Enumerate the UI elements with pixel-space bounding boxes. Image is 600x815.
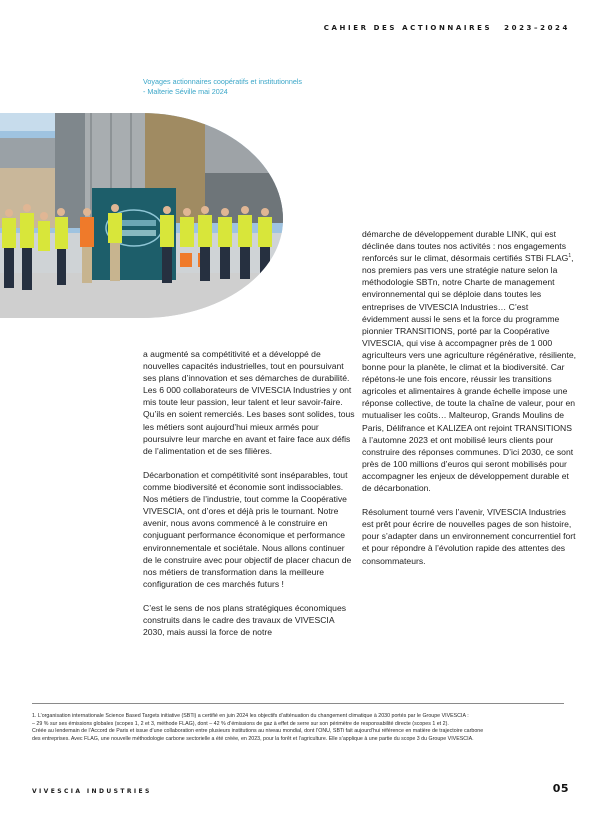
right-paragraph-1-part-b: , nos premiers pas vers une stratégie nature selon la méthodologie SBTn, notre Charte de management environnemental qui se déploie dans toutes les entreprises de VIVESCIA Industries… C’est évidemment aussi le sens et la force du programme pionnier TRANSITIONS, porté par la Coopérative VIVESCIA, qui vise à accompagner près de 1 000 agriculteurs vers une agriculture régénérative, résiliente, bonne pour la planète, le climat et la biodiversité. Car répétons-le une fois encore, réussir les transitions agricoles et alimentaires à grande échelle impose une réponse collective, de toute la chaîne de valeur, pour en mutualiser les coûts… Malteurop, Grands Moulins de Paris, Délifrance et KALIZEA ont rejoint TRANSITIONS à l’automne 2023 et ont mobilisé leurs clients pour construire des réponses communes. D’ici 2030, ce sont près de 100 millions d’euros qui seront mobilisés pour accompagner les enjeux de développement durable et de décarbonation. bbox=[362, 253, 576, 493]
header-years: 2023–2024 bbox=[504, 24, 570, 32]
footnote-reference[interactable]: 1 bbox=[568, 253, 572, 260]
footnote-line-1: 1. L’organisation internationale Science Based Targets initiative (SBTi) a certifié en juin 2024 les objectifs d’atténuation du changement climatique à 2030 portés par le Groupe VIVESCIA : bbox=[32, 713, 469, 719]
right-text-column bbox=[362, 228, 576, 567]
document-header bbox=[324, 24, 570, 32]
left-paragraph-2: Décarbonation et compétitivité sont inséparables, tout comme biodiversité et économie sont indissociables. Nos métiers de l’industrie, tout comme la Coopérative VIVESCIA, ont d’ores et déjà pris le tournant. Notre avenir, nous avons commencé à le construire en conjuguant performance économique et performance environnementale et sociétale. Nous allons continuer de le construire avec pour objectif de placer chacun de nos métiers de transformation dans la meilleure configuration de ces marchés futurs ! bbox=[143, 469, 352, 589]
footnote-divider bbox=[32, 703, 564, 704]
right-paragraph-1 bbox=[362, 228, 576, 494]
group-photo bbox=[0, 113, 283, 318]
left-paragraph-1: a augmenté sa compétitivité et a développé de nouvelles capacités industrielles, tout en poursuivant ses plans d’innovation et ses démarches de durabilité. Les 6 000 collaborateurs de VIVESCIA Industries y ont mis toute leur passion, leur talent et leur savoir-faire. Qu’ils en soient remerciés. Les bases sont solides, tous les métiers sont aujourd’hui mieux armés pour poursuivre leur marche en avant et faire face aux défis de l’alimentation et de ses filières. bbox=[143, 349, 355, 456]
photo-caption bbox=[143, 77, 343, 97]
caption-line-1: Voyages actionnaires coopératifs et institutionnels bbox=[143, 77, 303, 86]
photo-illustration bbox=[0, 113, 283, 318]
footer-brand: VIVESCIA INDUSTRIES bbox=[32, 788, 152, 795]
footnote bbox=[32, 713, 572, 743]
caption-line-2: - Malterie Séville mai 2024 bbox=[143, 87, 228, 96]
right-paragraph-1-part-a: démarche de développement durable LINK, qui est déclinée dans toutes nos activités : nos engagements renforcés sur le climat, désormais certifiés STBi FLAG bbox=[362, 229, 569, 264]
right-paragraph-2: Résolument tourné vers l’avenir, VIVESCIA Industries est prêt pour écrire de nouvelles pages de son histoire, pour s’adapter dans un environnement concurrentiel fort et pour répondre à l’évolution rapide des attentes des consommateurs. bbox=[362, 507, 576, 566]
header-title: CAHIER DES ACTIONNAIRES bbox=[323, 24, 493, 32]
footnote-line-2: – 29 % sur ses émissions globales (scopes 1, 2 et 3, méthode FLAG), dont – 42 % d’émissions de gaz à effet de serre sur son périmètre de responsabilité directe (scopes 1 et 2). bbox=[32, 720, 449, 727]
footnote-line-4: des entreprises. Avec FLAG, une nouvelle méthodologie carbone sectorielle a été créée, en 2023, pour la forêt et l’agriculture. Elle s’applique à une partie du scope 3 du Groupe VIVESCIA. bbox=[32, 735, 474, 742]
footnote-line-3: Créée au lendemain de l’Accord de Paris et issue d’une collaboration entre plusieurs institutions au niveau mondial, dont l’ONU, SBTi fait aujourd’hui référence en matière de trajectoire carbone bbox=[32, 728, 484, 734]
page-number: 05 bbox=[552, 782, 569, 795]
left-text-column bbox=[143, 348, 355, 638]
left-paragraph-3: C’est le sens de nos plans stratégiques économiques construits dans le cadre des travaux de VIVESCIA 2030, mais aussi la force de notre bbox=[143, 602, 347, 638]
